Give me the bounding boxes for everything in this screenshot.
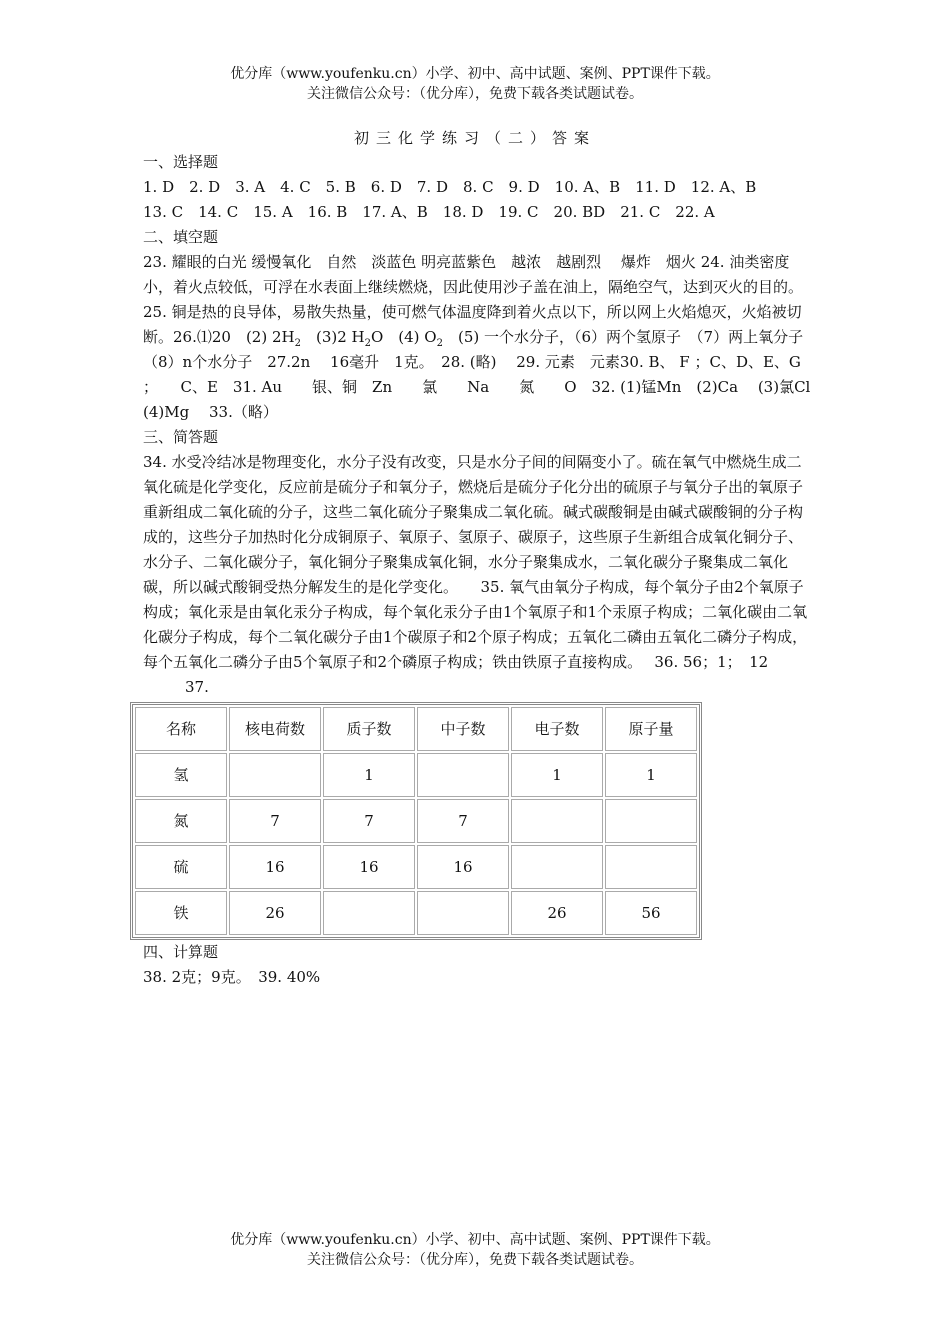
table-cell: 7	[417, 799, 509, 843]
table-cell	[605, 799, 697, 843]
table-cell: 硫	[135, 845, 227, 889]
fill-text-b: (3)2 H	[300, 328, 365, 346]
short-answers: 34. 水受冷结冰是物理变化，水分子没有改变，只是水分子间的间隔变小了。硫在氧气中燃烧生成二氧化硫是化学变化，反应前是硫分子和氧分子，燃烧后是硫分子化分出的硫原子与氧分子出的氧原子重新组成二氧化硫的分子，这些二氧化硫分子聚集成二氧化硫。碱式碳酸铜是由碱式碳酸铜的分子构成的，这些分子加热时化分成铜原子、氧原子、氢原子、碳原子，这些原子生新组合成氧化铜分子、水分子、二氧化碳分子，氧化铜分子聚集成氧化铜，水分子聚集成水，二氧化碳分子聚集成二氧化碳，所以碱式酸铜受热分解发生的是化学变化。 35. 氧气由氧分子构成，每个氧分子由2个氧原子构成；氧化汞是由氧化汞分子构成，每个氧化汞分子由1个氧原子和1个汞原子构成；二氧化碳由二氧化碳分子构成，每个二氧化碳分子由1个碳原子和2个原子构成；五氧化二磷由五氧化二磷分子构成，每个五氧化二磷分子由5个氧原子和2个磷原子构成；铁由铁原子直接构成。 36. 56；1； 12	[143, 453, 808, 671]
table-cell: 26	[511, 891, 603, 935]
subscript-2: 2	[436, 338, 443, 349]
table-cell: 16	[417, 845, 509, 889]
table-cell	[417, 753, 509, 797]
section-short-answer-title: 三、简答题	[143, 428, 219, 446]
choice-answers-line-2: 13. C 14. C 15. A 16. B 17. A、B 18. D 19. C 20. BD 21. C 22. A	[143, 203, 715, 221]
table-cell: 1	[605, 753, 697, 797]
atom-table	[130, 702, 702, 940]
fill-text-a: 23. 耀眼的白光 缓慢氧化 自然 淡蓝色 明亮蓝紫色 越浓 越剧烈 爆炸 烟火 24. 油类密度小，着火点较低，可浮在水表面上继续燃烧，因此使用沙子盖在油上，隔绝空气，达到灭火的目的。25. 铜是热的良导体，易散失热量，使可燃气体温度降到着火点以下，所以网上火焰熄灭，火焰被切断。26.⑴20 (2) 2H	[143, 253, 804, 346]
subscript-2: 2	[364, 338, 371, 349]
table-cell	[417, 891, 509, 935]
table-cell	[323, 891, 415, 935]
table-cell: 1	[323, 753, 415, 797]
footer-line-1: 优分库（www.youfenku.cn）小学、初中、高中试题、案例、PPT课件下载。	[230, 1232, 720, 1248]
fill-text-d: (5) 一个水分子，（6）两个氢原子 （7）两上氧分子（8）n个水分子 27.2n 16毫升 1克。 28. (略) 29. 元素 元素30. B、 F ；C、D、E、G ； C、E 31. Au 银、铜 Zn 氯 Na 氮 O 32. (1)锰Mn (2)Ca (3)氯Cl (4)Mg 33.（略）	[143, 328, 811, 421]
page-header	[0, 64, 950, 104]
section-calc-title: 四、计算题	[143, 943, 219, 961]
fill-answers	[143, 250, 811, 425]
calc-answers: 38. 2克；9克。 39. 40%	[143, 968, 321, 986]
choice-answers-line-1: 1. D 2. D 3. A 4. C 5. B 6. D 7. D 8. C 9. D 10. A、B 11. D 12. A、B	[143, 178, 757, 196]
table-cell: 氢	[135, 753, 227, 797]
table-row	[135, 753, 697, 797]
table-row	[135, 799, 697, 843]
fill-text-c: O (4) O	[370, 328, 437, 346]
table-header-cell: 核电荷数	[229, 707, 321, 751]
table-header-cell: 原子量	[605, 707, 697, 751]
answer-content	[143, 150, 811, 990]
table-row	[135, 845, 697, 889]
header-line-1: 优分库（www.youfenku.cn）小学、初中、高中试题、案例、PPT课件下载。	[230, 66, 720, 82]
table-cell: 7	[323, 799, 415, 843]
table-header-cell: 质子数	[323, 707, 415, 751]
question-37-label: 37.	[185, 678, 209, 696]
table-cell: 1	[511, 753, 603, 797]
table-header-cell: 中子数	[417, 707, 509, 751]
page-title: 初三化学练习（二）答案	[353, 129, 596, 147]
table-row	[135, 891, 697, 935]
section-choice-title: 一、选择题	[143, 153, 219, 171]
table-cell: 56	[605, 891, 697, 935]
subscript-2: 2	[294, 338, 301, 349]
table-cell: 26	[229, 891, 321, 935]
table-cell	[605, 845, 697, 889]
table-header-cell: 电子数	[511, 707, 603, 751]
footer-line-2: 关注微信公众号：（优分库），免费下载各类试题试卷。	[307, 1252, 643, 1268]
table-cell	[511, 845, 603, 889]
header-line-2: 关注微信公众号：（优分库），免费下载各类试题试卷。	[307, 86, 643, 102]
table-cell: 氮	[135, 799, 227, 843]
page-footer	[0, 1230, 950, 1270]
table-cell	[511, 799, 603, 843]
table-cell: 16	[323, 845, 415, 889]
table-header-row	[135, 707, 697, 751]
table-cell: 16	[229, 845, 321, 889]
section-fill-title: 二、填空题	[143, 228, 219, 246]
table-cell	[229, 753, 321, 797]
table-header-cell: 名称	[135, 707, 227, 751]
table-cell: 铁	[135, 891, 227, 935]
table-cell: 7	[229, 799, 321, 843]
